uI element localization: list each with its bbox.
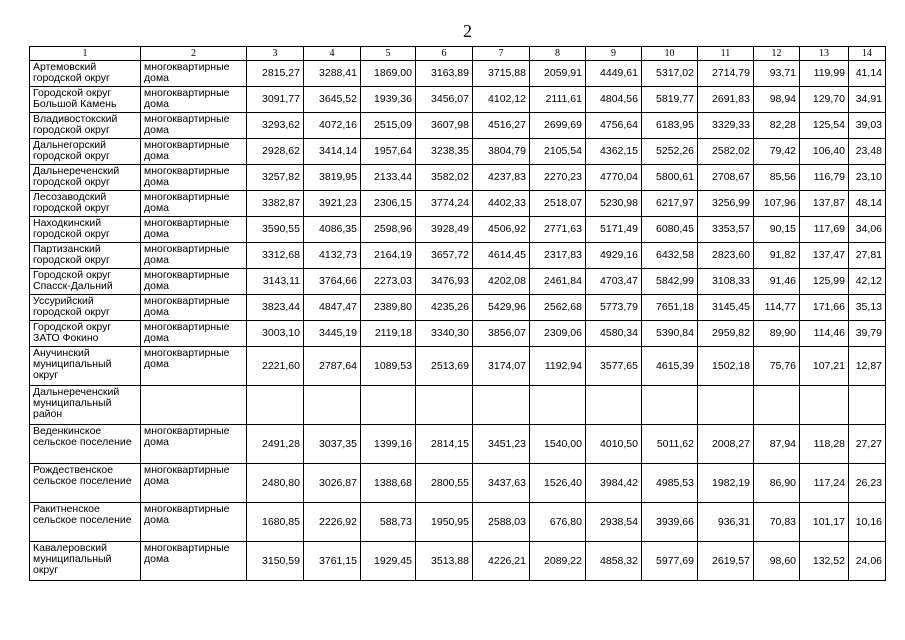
value-cell: 3819,95 <box>304 165 361 191</box>
value-cell: 114,46 <box>800 321 849 347</box>
housing-type: многоквартирные дома <box>141 191 247 217</box>
value-cell: 4580,34 <box>586 321 642 347</box>
value-cell: 3607,98 <box>416 113 473 139</box>
value-cell: 4703,47 <box>586 269 642 295</box>
value-cell <box>530 386 586 425</box>
value-cell: 10,16 <box>849 503 886 542</box>
column-number: 5 <box>361 47 416 61</box>
value-cell: 5429,96 <box>473 295 530 321</box>
value-cell <box>849 386 886 425</box>
value-cell: 3414,14 <box>304 139 361 165</box>
housing-type: многоквартирные дома <box>141 61 247 87</box>
table-row <box>30 191 886 217</box>
housing-type: многоквартирные дома <box>141 295 247 321</box>
value-cell: 3761,15 <box>304 542 361 581</box>
value-cell: 3003,10 <box>247 321 304 347</box>
value-cell: 3856,07 <box>473 321 530 347</box>
value-cell: 4756,64 <box>586 113 642 139</box>
value-cell: 5977,69 <box>642 542 698 581</box>
housing-type: многоквартирные дома <box>141 425 247 464</box>
value-cell: 1982,19 <box>698 464 754 503</box>
column-number: 13 <box>800 47 849 61</box>
value-cell: 5230,98 <box>586 191 642 217</box>
value-cell: 3939,66 <box>642 503 698 542</box>
value-cell: 1869,00 <box>361 61 416 87</box>
value-cell: 2089,22 <box>530 542 586 581</box>
value-cell: 91,46 <box>754 269 800 295</box>
value-cell: 4226,21 <box>473 542 530 581</box>
value-cell: 3928,49 <box>416 217 473 243</box>
value-cell: 6217,97 <box>642 191 698 217</box>
value-cell: 125,54 <box>800 113 849 139</box>
housing-type: многоквартирные дома <box>141 321 247 347</box>
value-cell: 2306,15 <box>361 191 416 217</box>
value-cell: 98,60 <box>754 542 800 581</box>
value-cell: 119,99 <box>800 61 849 87</box>
value-cell: 27,27 <box>849 425 886 464</box>
column-number: 10 <box>642 47 698 61</box>
table-row <box>30 165 886 191</box>
housing-type: многоквартирные дома <box>141 217 247 243</box>
value-cell: 3582,02 <box>416 165 473 191</box>
value-cell: 2105,54 <box>530 139 586 165</box>
value-cell: 4237,83 <box>473 165 530 191</box>
value-cell: 2164,19 <box>361 243 416 269</box>
value-cell: 125,99 <box>800 269 849 295</box>
value-cell: 89,90 <box>754 321 800 347</box>
value-cell: 2221,60 <box>247 347 304 386</box>
value-cell: 3445,19 <box>304 321 361 347</box>
value-cell: 1502,18 <box>698 347 754 386</box>
housing-type: многоквартирные дома <box>141 139 247 165</box>
housing-type: многоквартирные дома <box>141 113 247 139</box>
value-cell: 1089,53 <box>361 347 416 386</box>
value-cell: 2111,61 <box>530 87 586 113</box>
value-cell: 3174,07 <box>473 347 530 386</box>
value-cell: 2823,60 <box>698 243 754 269</box>
table-row <box>30 425 886 464</box>
value-cell: 4449,61 <box>586 61 642 87</box>
value-cell: 2708,67 <box>698 165 754 191</box>
value-cell: 106,40 <box>800 139 849 165</box>
housing-type: многоквартирные дома <box>141 243 247 269</box>
value-cell: 118,28 <box>800 425 849 464</box>
value-cell: 24,06 <box>849 542 886 581</box>
value-cell <box>416 386 473 425</box>
municipality-name: Городской округ Спасск-Дальний <box>30 269 141 295</box>
value-cell: 12,87 <box>849 347 886 386</box>
municipality-name: Лесозаводский городской округ <box>30 191 141 217</box>
value-cell: 3143,11 <box>247 269 304 295</box>
municipality-name: Владивостокский городской округ <box>30 113 141 139</box>
municipality-name: Городской округ Большой Камень <box>30 87 141 113</box>
value-cell: 3774,24 <box>416 191 473 217</box>
value-cell: 2480,80 <box>247 464 304 503</box>
value-cell: 2309,06 <box>530 321 586 347</box>
value-cell: 5171,49 <box>586 217 642 243</box>
value-cell: 5390,84 <box>642 321 698 347</box>
value-cell: 27,81 <box>849 243 886 269</box>
value-cell: 3513,88 <box>416 542 473 581</box>
value-cell: 3329,33 <box>698 113 754 139</box>
value-cell: 4086,35 <box>304 217 361 243</box>
value-cell: 1939,36 <box>361 87 416 113</box>
column-number: 12 <box>754 47 800 61</box>
table-row <box>30 321 886 347</box>
value-cell: 4615,39 <box>642 347 698 386</box>
value-cell: 3238,35 <box>416 139 473 165</box>
value-cell: 3476,93 <box>416 269 473 295</box>
value-cell: 3312,68 <box>247 243 304 269</box>
column-number: 8 <box>530 47 586 61</box>
value-cell: 6080,45 <box>642 217 698 243</box>
value-cell: 3256,99 <box>698 191 754 217</box>
value-cell: 2270,23 <box>530 165 586 191</box>
municipality-name: Анучинский муниципальный округ <box>30 347 141 386</box>
value-cell: 4362,15 <box>586 139 642 165</box>
value-cell: 3150,59 <box>247 542 304 581</box>
value-cell: 5252,26 <box>642 139 698 165</box>
column-number: 1 <box>30 47 141 61</box>
value-cell: 4929,16 <box>586 243 642 269</box>
value-cell: 2133,44 <box>361 165 416 191</box>
value-cell: 4770,04 <box>586 165 642 191</box>
value-cell: 3577,65 <box>586 347 642 386</box>
value-cell: 23,10 <box>849 165 886 191</box>
municipality-name: Веденкинское сельское поселение <box>30 425 141 464</box>
column-number: 11 <box>698 47 754 61</box>
table-row <box>30 295 886 321</box>
value-cell: 2491,28 <box>247 425 304 464</box>
table-row <box>30 87 886 113</box>
value-cell: 3108,33 <box>698 269 754 295</box>
value-cell: 4235,26 <box>416 295 473 321</box>
value-cell: 4614,45 <box>473 243 530 269</box>
value-cell: 2800,55 <box>416 464 473 503</box>
value-cell: 588,73 <box>361 503 416 542</box>
value-cell: 2389,80 <box>361 295 416 321</box>
value-cell: 2582,02 <box>698 139 754 165</box>
value-cell: 101,17 <box>800 503 849 542</box>
column-number: 7 <box>473 47 530 61</box>
value-cell: 3921,23 <box>304 191 361 217</box>
tariff-table <box>29 46 886 581</box>
value-cell: 936,31 <box>698 503 754 542</box>
housing-type: многоквартирные дома <box>141 87 247 113</box>
value-cell: 2513,69 <box>416 347 473 386</box>
value-cell: 5011,62 <box>642 425 698 464</box>
municipality-name: Кавалеровский муниципальный округ <box>30 542 141 581</box>
value-cell: 4072,16 <box>304 113 361 139</box>
value-cell: 26,23 <box>849 464 886 503</box>
value-cell: 3257,82 <box>247 165 304 191</box>
value-cell: 5842,99 <box>642 269 698 295</box>
table-row <box>30 269 886 295</box>
value-cell: 2273,03 <box>361 269 416 295</box>
column-number: 4 <box>304 47 361 61</box>
value-cell: 1929,45 <box>361 542 416 581</box>
table-row <box>30 542 886 581</box>
value-cell: 39,03 <box>849 113 886 139</box>
table-row <box>30 139 886 165</box>
value-cell: 2938,54 <box>586 503 642 542</box>
value-cell <box>304 386 361 425</box>
value-cell: 3293,62 <box>247 113 304 139</box>
municipality-name: Дальнереченский муниципальный район <box>30 386 141 425</box>
value-cell: 3645,52 <box>304 87 361 113</box>
value-cell: 4985,53 <box>642 464 698 503</box>
value-cell: 1950,95 <box>416 503 473 542</box>
table-row <box>30 347 886 386</box>
value-cell: 4516,27 <box>473 113 530 139</box>
value-cell: 3145,45 <box>698 295 754 321</box>
value-cell: 1957,64 <box>361 139 416 165</box>
value-cell: 2317,83 <box>530 243 586 269</box>
housing-type: многоквартирные дома <box>141 542 247 581</box>
value-cell: 6183,95 <box>642 113 698 139</box>
value-cell: 2518,07 <box>530 191 586 217</box>
municipality-name: Артемовский городской округ <box>30 61 141 87</box>
value-cell: 3382,87 <box>247 191 304 217</box>
value-cell: 98,94 <box>754 87 800 113</box>
value-cell: 3456,07 <box>416 87 473 113</box>
value-cell: 3451,23 <box>473 425 530 464</box>
municipality-name: Ракитненское сельское поселение <box>30 503 141 542</box>
municipality-name: Рождественское сельское поселение <box>30 464 141 503</box>
table-row <box>30 217 886 243</box>
municipality-name: Находкинский городской округ <box>30 217 141 243</box>
value-cell: 2588,03 <box>473 503 530 542</box>
value-cell: 5819,77 <box>642 87 698 113</box>
value-cell: 5773,79 <box>586 295 642 321</box>
column-number: 6 <box>416 47 473 61</box>
value-cell: 2562,68 <box>530 295 586 321</box>
value-cell: 90,15 <box>754 217 800 243</box>
value-cell: 171,66 <box>800 295 849 321</box>
value-cell: 3037,35 <box>304 425 361 464</box>
value-cell: 23,48 <box>849 139 886 165</box>
value-cell <box>247 386 304 425</box>
value-cell: 2771,63 <box>530 217 586 243</box>
column-number: 2 <box>141 47 247 61</box>
value-cell <box>698 386 754 425</box>
value-cell: 117,24 <box>800 464 849 503</box>
value-cell: 34,06 <box>849 217 886 243</box>
value-cell: 2059,91 <box>530 61 586 87</box>
value-cell: 2928,62 <box>247 139 304 165</box>
value-cell: 2787,64 <box>304 347 361 386</box>
value-cell: 86,90 <box>754 464 800 503</box>
municipality-name: Дальнереченский городской округ <box>30 165 141 191</box>
value-cell: 79,42 <box>754 139 800 165</box>
value-cell: 2461,84 <box>530 269 586 295</box>
value-cell: 75,76 <box>754 347 800 386</box>
value-cell: 3715,88 <box>473 61 530 87</box>
value-cell: 114,77 <box>754 295 800 321</box>
value-cell: 2119,18 <box>361 321 416 347</box>
value-cell: 3804,79 <box>473 139 530 165</box>
value-cell: 1388,68 <box>361 464 416 503</box>
value-cell: 2815,27 <box>247 61 304 87</box>
value-cell: 3437,63 <box>473 464 530 503</box>
value-cell: 1526,40 <box>530 464 586 503</box>
value-cell: 107,21 <box>800 347 849 386</box>
table-row <box>30 61 886 87</box>
value-cell: 137,87 <box>800 191 849 217</box>
value-cell: 137,47 <box>800 243 849 269</box>
value-cell: 676,80 <box>530 503 586 542</box>
value-cell: 41,14 <box>849 61 886 87</box>
value-cell: 132,52 <box>800 542 849 581</box>
table-row <box>30 386 886 425</box>
value-cell <box>361 386 416 425</box>
table-row <box>30 464 886 503</box>
value-cell: 117,69 <box>800 217 849 243</box>
value-cell: 107,96 <box>754 191 800 217</box>
value-cell: 7651,18 <box>642 295 698 321</box>
value-cell: 82,28 <box>754 113 800 139</box>
housing-type: многоквартирные дома <box>141 269 247 295</box>
table-row <box>30 243 886 269</box>
value-cell: 4847,47 <box>304 295 361 321</box>
value-cell: 1540,00 <box>530 425 586 464</box>
housing-type: многоквартирные дома <box>141 464 247 503</box>
value-cell <box>473 386 530 425</box>
housing-type <box>141 386 247 425</box>
value-cell: 87,94 <box>754 425 800 464</box>
value-cell: 34,91 <box>849 87 886 113</box>
value-cell: 2714,79 <box>698 61 754 87</box>
value-cell: 48,14 <box>849 191 886 217</box>
value-cell: 1680,85 <box>247 503 304 542</box>
value-cell: 4402,33 <box>473 191 530 217</box>
value-cell <box>586 386 642 425</box>
housing-type: многоквартирные дома <box>141 503 247 542</box>
value-cell: 4858,32 <box>586 542 642 581</box>
column-number: 9 <box>586 47 642 61</box>
value-cell: 91,82 <box>754 243 800 269</box>
value-cell: 6432,58 <box>642 243 698 269</box>
value-cell: 2814,15 <box>416 425 473 464</box>
value-cell: 4506,92 <box>473 217 530 243</box>
municipality-name: Партизанский городской округ <box>30 243 141 269</box>
value-cell: 2619,57 <box>698 542 754 581</box>
value-cell: 5317,02 <box>642 61 698 87</box>
value-cell: 2959,82 <box>698 321 754 347</box>
value-cell: 3984,42 <box>586 464 642 503</box>
value-cell: 39,79 <box>849 321 886 347</box>
value-cell: 3340,30 <box>416 321 473 347</box>
value-cell: 4132,73 <box>304 243 361 269</box>
value-cell <box>800 386 849 425</box>
value-cell: 2008,27 <box>698 425 754 464</box>
municipality-name: Городской округ ЗАТО Фокино <box>30 321 141 347</box>
column-number: 3 <box>247 47 304 61</box>
table-row <box>30 113 886 139</box>
value-cell: 85,56 <box>754 165 800 191</box>
value-cell: 70,83 <box>754 503 800 542</box>
value-cell: 93,71 <box>754 61 800 87</box>
value-cell: 3590,55 <box>247 217 304 243</box>
housing-type: многоквартирные дома <box>141 165 247 191</box>
value-cell: 2598,96 <box>361 217 416 243</box>
value-cell: 4010,50 <box>586 425 642 464</box>
value-cell <box>642 386 698 425</box>
table-row <box>30 503 886 542</box>
value-cell: 3091,77 <box>247 87 304 113</box>
value-cell <box>754 386 800 425</box>
value-cell: 3353,57 <box>698 217 754 243</box>
column-number: 14 <box>849 47 886 61</box>
value-cell: 3823,44 <box>247 295 304 321</box>
value-cell: 1399,16 <box>361 425 416 464</box>
value-cell: 1192,94 <box>530 347 586 386</box>
value-cell: 3657,72 <box>416 243 473 269</box>
municipality-name: Уссурийский городской округ <box>30 295 141 321</box>
value-cell: 4202,08 <box>473 269 530 295</box>
page-number: 2 <box>463 21 472 41</box>
value-cell: 3288,41 <box>304 61 361 87</box>
column-number-row <box>30 47 886 61</box>
value-cell: 2691,83 <box>698 87 754 113</box>
value-cell: 2226,92 <box>304 503 361 542</box>
value-cell: 116,79 <box>800 165 849 191</box>
value-cell: 2699,69 <box>530 113 586 139</box>
value-cell: 4804,56 <box>586 87 642 113</box>
value-cell: 3163,89 <box>416 61 473 87</box>
housing-type: многоквартирные дома <box>141 347 247 386</box>
value-cell: 3026,87 <box>304 464 361 503</box>
value-cell: 129,70 <box>800 87 849 113</box>
value-cell: 35,13 <box>849 295 886 321</box>
value-cell: 3764,66 <box>304 269 361 295</box>
value-cell: 5800,61 <box>642 165 698 191</box>
value-cell: 2515,09 <box>361 113 416 139</box>
value-cell: 42,12 <box>849 269 886 295</box>
municipality-name: Дальнегорский городской округ <box>30 139 141 165</box>
value-cell: 4102,12 <box>473 87 530 113</box>
